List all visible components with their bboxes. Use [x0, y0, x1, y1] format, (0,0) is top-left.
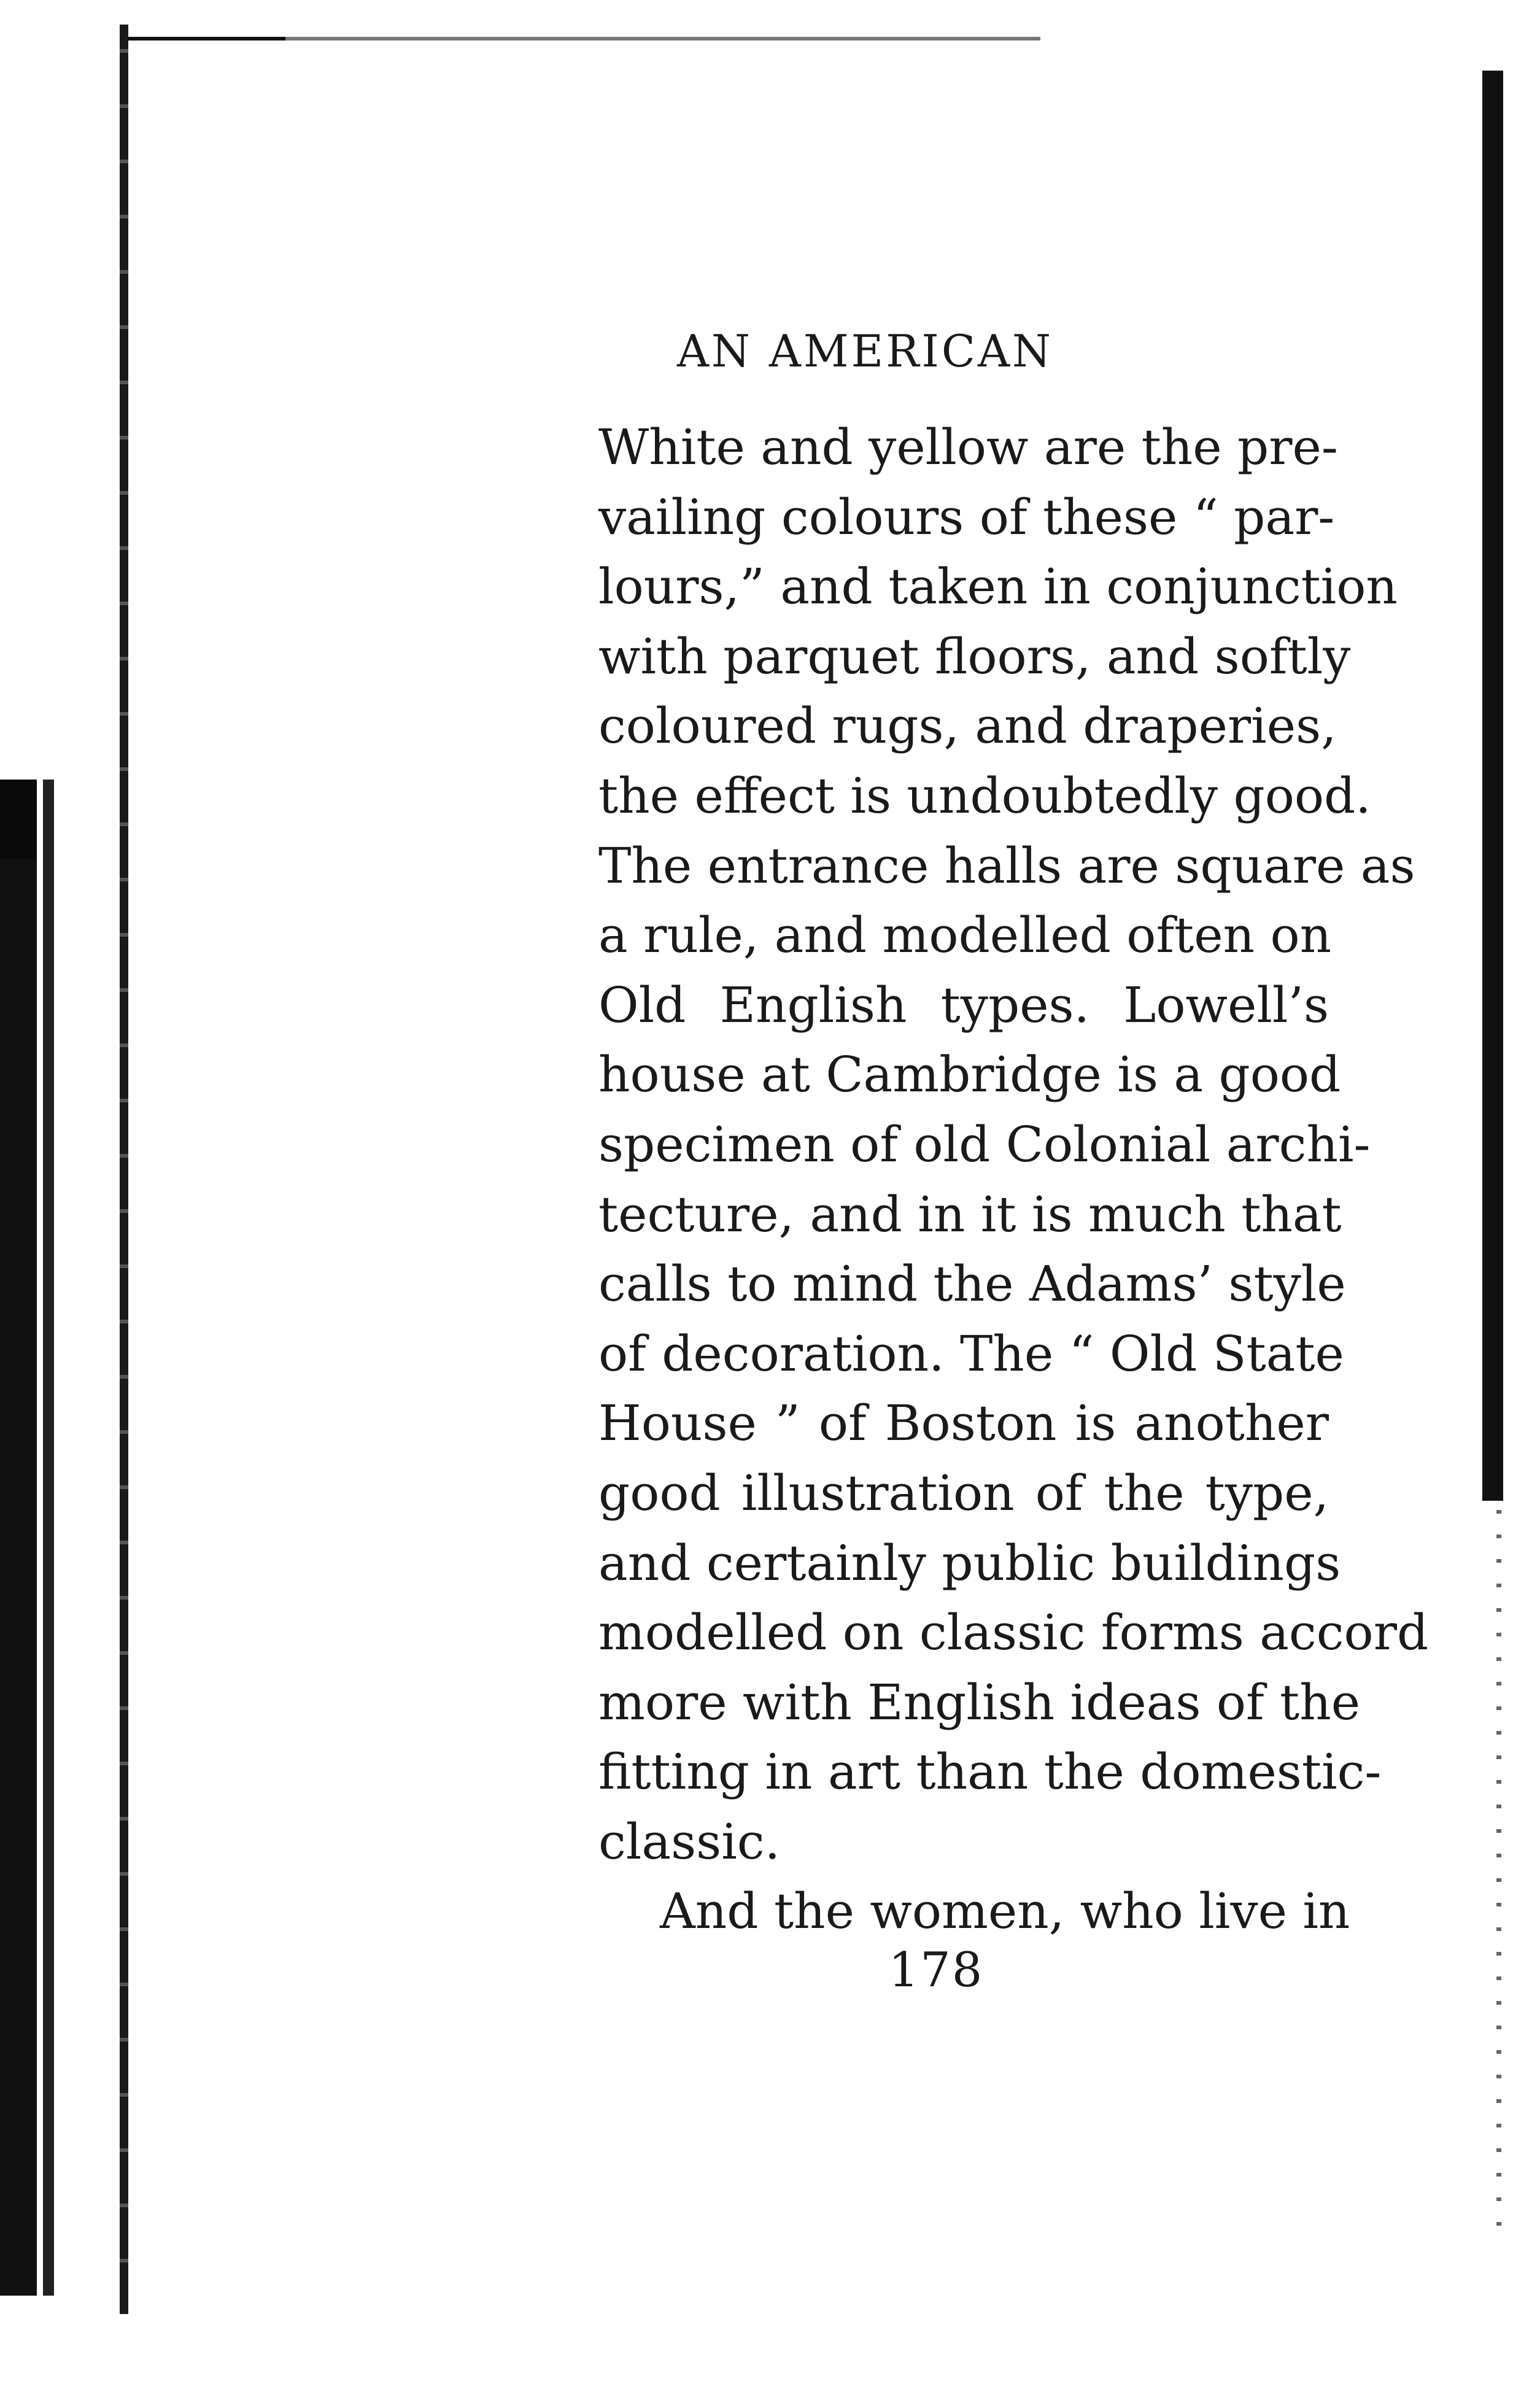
text-line: House ” of Boston is another: [598, 1395, 1329, 1452]
body-text: [598, 412, 1429, 1946]
text-line: the effect is undoubtedly good.: [598, 767, 1371, 824]
page-number: 178: [888, 1943, 984, 1998]
text-line: of decoration. The “ Old State: [598, 1325, 1344, 1382]
text-line: vailing colours of these “ par-: [598, 488, 1335, 546]
scan-edge-top: [120, 37, 1040, 41]
text-line: house at Cambridge is a good: [598, 1046, 1341, 1104]
text-line: classic.: [598, 1813, 781, 1870]
scan-edge-left-block: [0, 780, 37, 859]
text-line: more with English ideas of the: [598, 1673, 1361, 1731]
text-line: Old English types. Lowell’s: [598, 976, 1329, 1034]
text-line: good illustration of the type,: [598, 1464, 1329, 1522]
text-line: modelled on classic forms accord: [598, 1604, 1429, 1662]
scan-edge-right-dots: [1496, 1510, 1501, 2247]
text-line: White and yellow are the pre-: [598, 419, 1338, 476]
text-line: a rule, and modelled often on: [598, 907, 1332, 964]
text-line: calls to mind the Adams’ style: [598, 1255, 1346, 1313]
text-line: lours,” and taken in conjunction: [598, 558, 1398, 616]
text-line: tecture, and in it is much that: [598, 1185, 1342, 1243]
text-line: The entrance halls are square as: [598, 837, 1415, 894]
scan-edge-right-bar: [1482, 71, 1503, 1501]
text-line: coloured rugs, and draperies,: [598, 697, 1337, 755]
running-head: [0, 325, 1540, 377]
text-line: and certainly public buildings: [598, 1534, 1341, 1592]
text-line: And the women, who live in: [660, 1883, 1350, 1940]
text-line: with parquet floors, and softly: [598, 627, 1351, 685]
running-head-text: AN AMERICAN: [677, 325, 1053, 377]
text-line: specimen of old Colonial archi-: [598, 1115, 1371, 1173]
scan-edge-left-bar: [0, 780, 54, 2296]
text-line: fitting in art than the domestic-: [598, 1743, 1382, 1801]
